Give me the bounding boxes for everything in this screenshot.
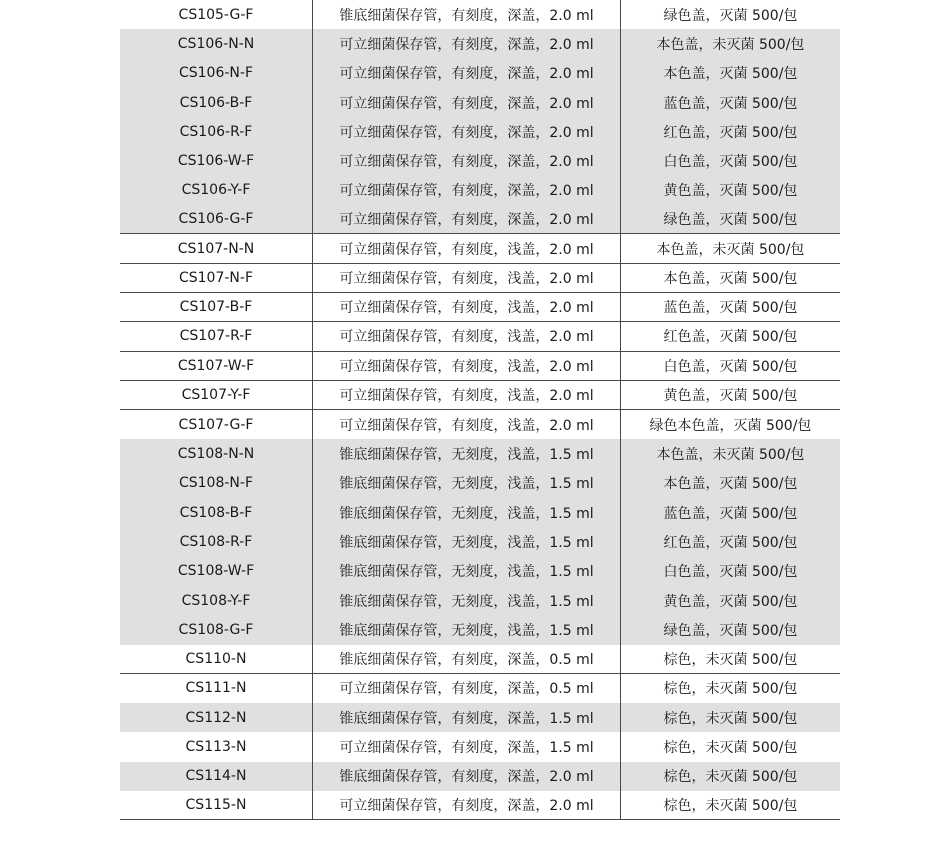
product-code-cell: CS111-N [185,680,247,697]
packaging-cell: 蓝色盖，灭菌 500/包 [620,88,840,117]
product-code-cell: CS107-G-F [178,416,254,433]
product-code-cell: CS114-N [185,768,247,785]
description-cell: 锥底细菌保存管，有刻度，深盖，1.5 ml [312,703,620,732]
packaging-cell: 本色盖，灭菌 500/包 [620,264,840,292]
product-code-cell: CS112-N [185,709,247,726]
packaging-cell: 棕色，未灭菌 500/包 [620,732,840,761]
table-row [120,527,840,556]
description-cell: 锥底细菌保存管，无刻度，浅盖，1.5 ml [312,469,620,498]
description-cell: 可立细菌保存管，有刻度，浅盖，2.0 ml [312,264,620,292]
packaging-cell: 本色盖，未灭菌 500/包 [620,29,840,58]
product-code-cell: CS107-Y-F [181,387,251,403]
table-row [120,791,840,820]
table-row [120,29,840,58]
table-row [120,674,840,703]
packaging-cell: 棕色，未灭菌 500/包 [620,645,840,673]
description-cell: 可立细菌保存管，有刻度，深盖，2.0 ml [312,205,620,233]
packaging-cell: 棕色，未灭菌 500/包 [620,791,840,819]
packaging-cell: 本色盖，灭菌 500/包 [620,59,840,88]
table-row [120,176,840,205]
packaging-cell: 白色盖，灭菌 500/包 [620,352,840,380]
table-row [120,469,840,498]
description-cell: 可立细菌保存管，有刻度，浅盖，2.0 ml [312,410,620,439]
packaging-cell: 绿色本色盖，灭菌 500/包 [620,410,840,439]
description-cell: 可立细菌保存管，有刻度，深盖，2.0 ml [312,88,620,117]
description-cell: 锥底细菌保存管，有刻度，深盖，0.5 ml [312,645,620,673]
product-code-cell: CS108-N-F [178,475,253,492]
packaging-cell: 白色盖，灭菌 500/包 [620,557,840,586]
description-cell: 可立细菌保存管，有刻度，深盖，2.0 ml [312,146,620,175]
table-row [120,381,840,410]
description-cell: 可立细菌保存管，有刻度，深盖，2.0 ml [312,176,620,205]
description-cell: 可立细菌保存管，有刻度，深盖，2.0 ml [312,117,620,146]
packaging-cell: 棕色，未灭菌 500/包 [620,762,840,791]
table-row [120,645,840,674]
description-cell: 锥底细菌保存管，无刻度，浅盖，1.5 ml [312,498,620,527]
table-row [120,762,840,791]
description-cell: 锥底细菌保存管，无刻度，浅盖，1.5 ml [312,615,620,644]
product-code-cell: CS107-B-F [179,299,253,316]
product-code-cell: CS108-W-F [177,563,255,580]
table-row [120,615,840,644]
product-table [120,0,840,820]
product-code-cell: CS113-N [185,739,247,756]
product-code-cell: CS108-B-F [179,504,253,521]
product-code-cell: CS107-R-F [179,328,253,345]
product-code-cell: CS115-N [185,797,247,814]
description-cell: 可立细菌保存管，有刻度，浅盖，2.0 ml [312,293,620,321]
table-row [120,234,840,263]
packaging-cell: 红色盖，灭菌 500/包 [620,527,840,556]
product-code-cell: CS106-B-F [179,94,253,111]
product-code-cell: CS106-W-F [177,153,255,170]
table-row [120,439,840,468]
table-row [120,146,840,175]
packaging-cell: 蓝色盖，灭菌 500/包 [620,498,840,527]
table-row [120,264,840,293]
description-cell: 锥底细菌保存管，有刻度，深盖，2.0 ml [312,0,620,29]
packaging-cell: 蓝色盖，灭菌 500/包 [620,293,840,321]
description-cell: 锥底细菌保存管，无刻度，浅盖，1.5 ml [312,439,620,468]
description-cell: 可立细菌保存管，有刻度，浅盖，2.0 ml [312,352,620,380]
product-code-cell: CS107-W-F [177,357,255,374]
table-row [120,88,840,117]
packaging-cell: 本色盖，未灭菌 500/包 [620,439,840,468]
table-row [120,59,840,88]
packaging-cell: 绿色盖，灭菌 500/包 [620,615,840,644]
packaging-cell: 绿色盖，灭菌 500/包 [620,0,840,29]
product-code-cell: CS106-Y-F [181,182,251,199]
table-row [120,205,840,234]
table-row [120,498,840,527]
packaging-cell: 红色盖，灭菌 500/包 [620,117,840,146]
description-cell: 锥底细菌保存管，无刻度，浅盖，1.5 ml [312,557,620,586]
description-cell: 锥底细菌保存管，有刻度，深盖，2.0 ml [312,762,620,791]
product-code-cell: CS108-G-F [178,621,254,638]
packaging-cell: 白色盖，灭菌 500/包 [620,146,840,175]
product-code-cell: CS108-R-F [179,533,253,550]
description-cell: 可立细菌保存管，有刻度，深盖，2.0 ml [312,791,620,819]
table-row [120,0,840,29]
table-row [120,293,840,322]
packaging-cell: 本色盖，灭菌 500/包 [620,469,840,498]
product-code-cell: CS106-N-F [178,65,253,82]
description-cell: 锥底细菌保存管，无刻度，浅盖，1.5 ml [312,527,620,556]
packaging-cell: 黄色盖，灭菌 500/包 [620,381,840,409]
packaging-cell: 红色盖，灭菌 500/包 [620,322,840,350]
table-row [120,732,840,761]
table-row [120,322,840,351]
product-code-cell: CS107-N-F [178,269,253,286]
table-row [120,117,840,146]
packaging-cell: 棕色，未灭菌 500/包 [620,703,840,732]
table-row [120,586,840,615]
product-code-cell: CS106-G-F [178,211,254,228]
packaging-cell: 本色盖，未灭菌 500/包 [620,234,840,262]
product-code-cell: CS106-R-F [179,123,253,140]
packaging-cell: 黄色盖，灭菌 500/包 [620,176,840,205]
product-code-cell: CS108-N-N [177,446,255,463]
packaging-cell: 黄色盖，灭菌 500/包 [620,586,840,615]
description-cell: 可立细菌保存管，有刻度，深盖，2.0 ml [312,59,620,88]
table-row [120,703,840,732]
packaging-cell: 绿色盖，灭菌 500/包 [620,205,840,233]
description-cell: 可立细菌保存管，有刻度，浅盖，2.0 ml [312,381,620,409]
description-cell: 可立细菌保存管，有刻度，深盖，1.5 ml [312,732,620,761]
description-cell: 锥底细菌保存管，无刻度，浅盖，1.5 ml [312,586,620,615]
product-code-cell: CS105-G-F [178,6,254,23]
product-code-cell: CS108-Y-F [181,592,251,609]
product-code-cell: CS106-N-N [177,35,255,52]
product-code-cell: CS107-N-N [177,240,255,257]
packaging-cell: 棕色，未灭菌 500/包 [620,674,840,703]
description-cell: 可立细菌保存管，有刻度，浅盖，2.0 ml [312,234,620,262]
table-row [120,557,840,586]
description-cell: 可立细菌保存管，有刻度，浅盖，2.0 ml [312,322,620,350]
table-row [120,410,840,439]
product-code-cell: CS110-N [185,650,247,667]
description-cell: 可立细菌保存管，有刻度，深盖，0.5 ml [312,674,620,703]
table-row [120,352,840,381]
description-cell: 可立细菌保存管，有刻度，深盖，2.0 ml [312,29,620,58]
